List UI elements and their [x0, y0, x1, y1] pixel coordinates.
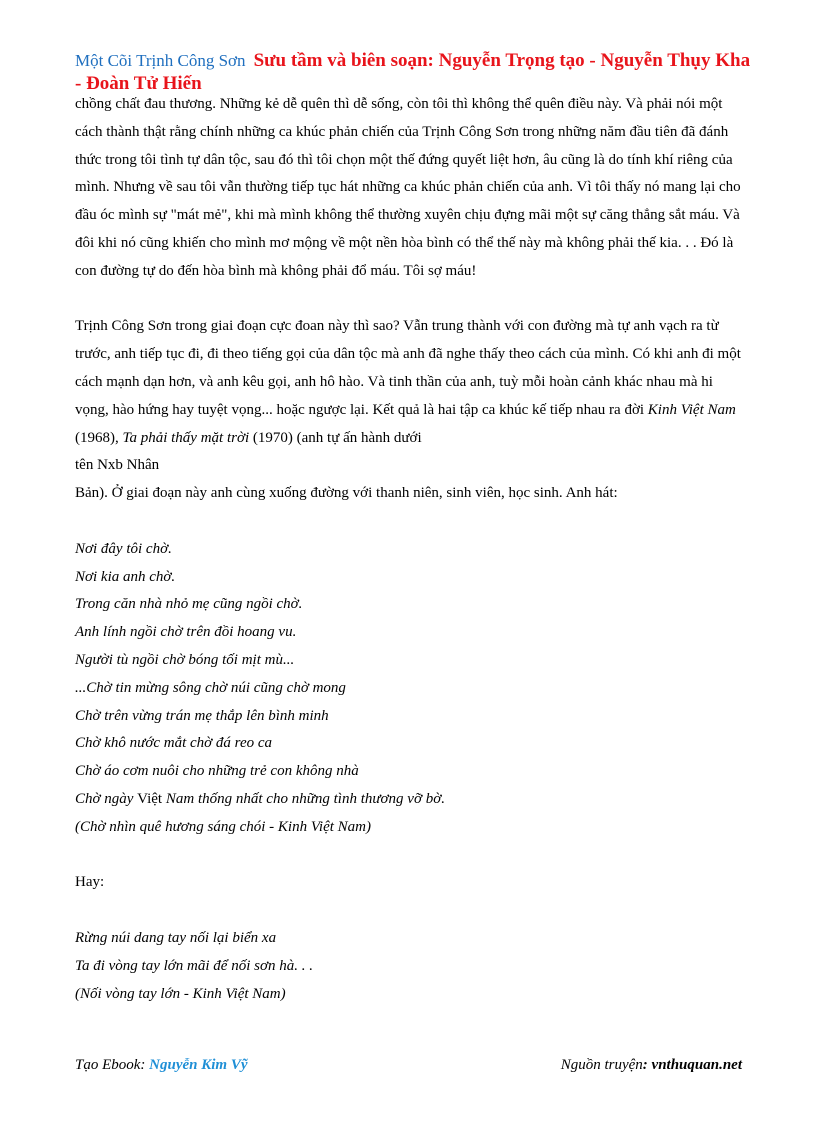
- running-header: [75, 50, 755, 96]
- source-label: Nguồn truyện: [560, 1057, 643, 1073]
- source-credit: [561, 1055, 742, 1075]
- album-year-1968: (1968),: [75, 429, 123, 446]
- paragraph-spacer: [75, 897, 745, 925]
- lyric-line: Anh lính ngồi chờ trên đồi hoang vu.: [75, 624, 297, 641]
- lyric-country-word: Việt: [137, 790, 163, 807]
- ebook-credit: [75, 1055, 248, 1075]
- lyrics-excerpt-2: [75, 925, 745, 1008]
- paragraph-2-text: Trịnh Công Sơn trong giai đoạn cực đoan này thì sao? Vẫn trung thành với con đường mà tự anh vạch ra từ trước, anh tiếp tục đi, đi theo tiếng gọi của dân tộc mà anh đã nghe thấy theo cách của mình. Có khi anh đi một cách mạnh dạn hơn, và anh kêu gọi, anh hô hào. Và tinh thần của anh, tuỳ mỗi hoàn cảnh khác nhau mà hi vọng, hào hứng hay tuyệt vọng... hoặc ngược lại. Kết quả là hai tập ca khúc kế tiếp nhau ra đời: [75, 318, 741, 418]
- paragraph-spacer: [75, 508, 745, 536]
- lyric-source: (Nối vòng tay lớn - Kinh Việt Nam): [75, 985, 286, 1002]
- paragraph-2-publisher-line: tên Nxb Nhân: [75, 457, 160, 474]
- lyric-line: Người tù ngồi chờ bóng tối mịt mù...: [75, 651, 295, 668]
- lyric-line: Chờ trên vừng trán mẹ thắp lên bình minh: [75, 707, 329, 724]
- book-title: Một Cõi Trịnh Công Sơn: [75, 51, 246, 70]
- lyrics-excerpt-1: [75, 536, 745, 842]
- lyric-line: Rừng núi dang tay nối lại biển xa: [75, 929, 277, 946]
- album-title-kinh-viet-nam: Kinh Việt Nam: [647, 401, 736, 418]
- ebook-label: Tạo Ebook: [75, 1057, 141, 1073]
- lyric-line-last: [75, 786, 745, 814]
- lyric-line: ...Chờ tin mừng sông chờ núi cũng chờ mong: [75, 679, 346, 696]
- lyric-line-end: Nam thống nhất cho những tình thương vỡ bờ.: [162, 790, 445, 807]
- ebook-separator: :: [140, 1057, 150, 1073]
- album-year-1970: (1970) (anh tự ấn hành dưới: [249, 429, 422, 446]
- album-title-ta-phai-thay-mat-troi: Ta phải thấy mặt trời: [122, 429, 250, 446]
- page-body: [75, 91, 745, 1008]
- paragraph-2-closing-line: Bản). Ở giai đoạn này anh cùng xuống đường với thanh niên, sinh viên, học sinh. Anh hát:: [75, 485, 618, 502]
- lyric-line: Nơi kia anh chờ.: [75, 568, 176, 585]
- lyric-line: Chờ khô nước mắt chờ đá reo ca: [75, 735, 273, 752]
- paragraph-1: chồng chất đau thương. Những kẻ dễ quên thì dễ sống, còn tôi thì không thể quên điều này. Và phải nói một cách thành thật rằng chính những ca khúc phản chiến của Trịnh Công Sơn trong những năm đầu tiên đã đánh thức trong tôi tình tự dân tộc, sau đó thì tôi chọn một thế đứng quyết liệt hơn, âu cũng là do tính khí riêng của mình. Nhưng về sau tôi vẫn thường tiếp tục hát những ca khúc phản chiến của anh. Vì tôi thấy nó mang lại cho đầu óc mình sự "mát mẻ", khi mà mình không thể thường xuyên chịu đựng mãi một sự căng thẳng sắt máu. Và đôi khi nó cũng khiến cho mình mơ mộng về một nền hòa bình có thể thế này mà không phải thế kia. . . Đó là con đường tự do đến hòa bình mà không phải đổ máu. Tôi sợ máu!: [75, 96, 741, 279]
- source-site: vnthuquan.net: [651, 1057, 742, 1073]
- lyric-line: Nơi đây tôi chờ.: [75, 540, 172, 557]
- paragraph-2: [75, 313, 745, 452]
- lyric-line: Ta đi vòng tay lớn mãi để nối sơn hà. . .: [75, 957, 313, 974]
- lyric-source: (Chờ nhìn quê hương sáng chói - Kinh Việt Nam): [75, 818, 371, 835]
- lyric-line: Chờ áo cơm nuôi cho những trẻ con không nhà: [75, 763, 359, 780]
- ebook-author: Nguyễn Kim Vỹ: [149, 1057, 248, 1073]
- paragraph-spacer: [75, 286, 745, 314]
- lyric-line: Trong căn nhà nhỏ mẹ cũng ngồi chờ.: [75, 596, 303, 613]
- paragraph-spacer: [75, 842, 745, 870]
- source-separator: :: [642, 1057, 652, 1073]
- transition-text: Hay:: [75, 874, 105, 891]
- lyric-line-start: Chờ ngày: [75, 790, 138, 807]
- compilers-credit: Sưu tầm và biên soạn: Nguyễn Trọng tạo - Nguyễn Thụy Kha - Đoàn Tử Hiến: [75, 50, 751, 94]
